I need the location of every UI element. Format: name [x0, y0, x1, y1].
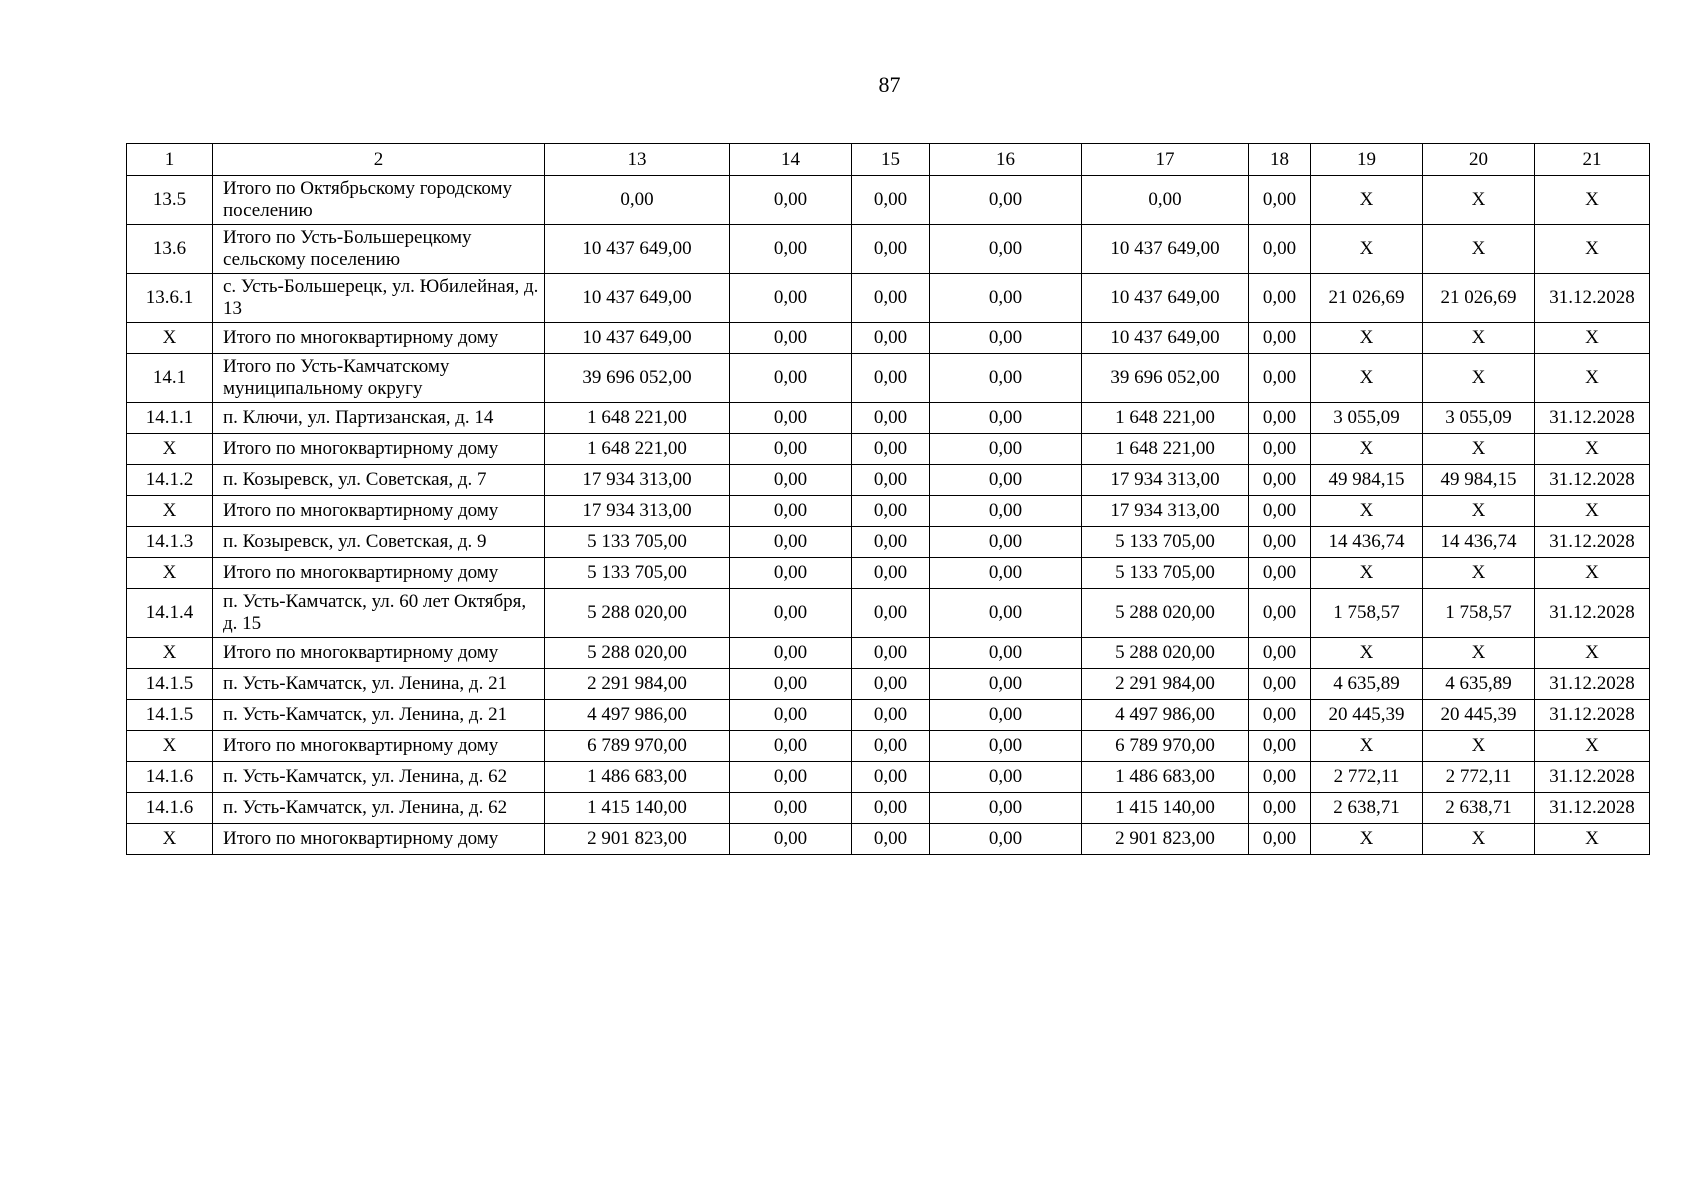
col18-cell: 0,00 [1249, 527, 1311, 558]
col13-cell: 1 648 221,00 [545, 403, 730, 434]
col13-cell: 10 437 649,00 [545, 274, 730, 323]
col14-cell: 0,00 [730, 354, 852, 403]
col17-cell: 10 437 649,00 [1082, 225, 1249, 274]
table-row [127, 558, 1650, 589]
address-cell: Итого по многоквартирному дому [213, 824, 545, 855]
address-cell: Итого по многоквартирному дому [213, 434, 545, 465]
col20-cell: X [1423, 434, 1535, 465]
col18-cell: 0,00 [1249, 558, 1311, 589]
col17-cell: 5 133 705,00 [1082, 527, 1249, 558]
column-header: 19 [1311, 144, 1423, 176]
address-cell: п. Усть-Камчатск, ул. Ленина, д. 21 [213, 700, 545, 731]
row-number-cell: 14.1.6 [127, 793, 213, 824]
col20-cell: 2 638,71 [1423, 793, 1535, 824]
col13-cell: 0,00 [545, 176, 730, 225]
col15-cell: 0,00 [852, 669, 930, 700]
row-number-cell: X [127, 434, 213, 465]
col20-cell: X [1423, 225, 1535, 274]
col15-cell: 0,00 [852, 434, 930, 465]
col15-cell: 0,00 [852, 824, 930, 855]
col20-cell: 3 055,09 [1423, 403, 1535, 434]
col20-cell: 20 445,39 [1423, 700, 1535, 731]
col19-cell: X [1311, 434, 1423, 465]
row-number-cell: 14.1.1 [127, 403, 213, 434]
col18-cell: 0,00 [1249, 274, 1311, 323]
col16-cell: 0,00 [930, 434, 1082, 465]
col17-cell: 6 789 970,00 [1082, 731, 1249, 762]
col17-cell: 2 291 984,00 [1082, 669, 1249, 700]
col14-cell: 0,00 [730, 589, 852, 638]
table-row [127, 434, 1650, 465]
col16-cell: 0,00 [930, 589, 1082, 638]
col16-cell: 0,00 [930, 176, 1082, 225]
page-number: 87 [878, 72, 901, 97]
row-number-cell: X [127, 638, 213, 669]
address-cell: п. Ключи, ул. Партизанская, д. 14 [213, 403, 545, 434]
column-header: 17 [1082, 144, 1249, 176]
col21-cell: 31.12.2028 [1535, 589, 1650, 638]
table-row [127, 323, 1650, 354]
address-cell: Итого по многоквартирному дому [213, 558, 545, 589]
row-number-cell: X [127, 558, 213, 589]
table-row [127, 793, 1650, 824]
address-cell: п. Усть-Камчатск, ул. Ленина, д. 21 [213, 669, 545, 700]
col14-cell: 0,00 [730, 403, 852, 434]
col19-cell: 2 638,71 [1311, 793, 1423, 824]
col20-cell: X [1423, 496, 1535, 527]
col16-cell: 0,00 [930, 558, 1082, 589]
row-number-cell: X [127, 824, 213, 855]
column-header: 20 [1423, 144, 1535, 176]
col18-cell: 0,00 [1249, 354, 1311, 403]
col13-cell: 5 133 705,00 [545, 527, 730, 558]
column-header: 1 [127, 144, 213, 176]
col13-cell: 1 415 140,00 [545, 793, 730, 824]
column-header: 14 [730, 144, 852, 176]
address-cell: с. Усть-Большерецк, ул. Юбилейная, д. 13 [213, 274, 545, 323]
row-number-cell: 14.1.5 [127, 700, 213, 731]
row-number-cell: 14.1.5 [127, 669, 213, 700]
col21-cell: 31.12.2028 [1535, 700, 1650, 731]
table-row [127, 527, 1650, 558]
address-cell: Итого по Октябрьскому городскому поселению [213, 176, 545, 225]
col19-cell: 1 758,57 [1311, 589, 1423, 638]
col21-cell: 31.12.2028 [1535, 527, 1650, 558]
column-header: 2 [213, 144, 545, 176]
table-row [127, 496, 1650, 527]
col13-cell: 2 291 984,00 [545, 669, 730, 700]
col13-cell: 1 648 221,00 [545, 434, 730, 465]
col15-cell: 0,00 [852, 558, 930, 589]
table-header-row [127, 144, 1650, 176]
col20-cell: X [1423, 323, 1535, 354]
col17-cell: 1 415 140,00 [1082, 793, 1249, 824]
col17-cell: 2 901 823,00 [1082, 824, 1249, 855]
column-header: 16 [930, 144, 1082, 176]
col19-cell: 49 984,15 [1311, 465, 1423, 496]
col14-cell: 0,00 [730, 793, 852, 824]
col19-cell: X [1311, 824, 1423, 855]
col14-cell: 0,00 [730, 176, 852, 225]
address-cell: п. Козыревск, ул. Советская, д. 7 [213, 465, 545, 496]
col13-cell: 5 288 020,00 [545, 638, 730, 669]
col15-cell: 0,00 [852, 496, 930, 527]
col20-cell: 14 436,74 [1423, 527, 1535, 558]
col20-cell: 1 758,57 [1423, 589, 1535, 638]
col17-cell: 5 288 020,00 [1082, 638, 1249, 669]
address-cell: Итого по Усть-Камчатскому муниципальному округу [213, 354, 545, 403]
col14-cell: 0,00 [730, 527, 852, 558]
col20-cell: X [1423, 558, 1535, 589]
col21-cell: X [1535, 558, 1650, 589]
col19-cell: 3 055,09 [1311, 403, 1423, 434]
col20-cell: 49 984,15 [1423, 465, 1535, 496]
table-row [127, 638, 1650, 669]
col16-cell: 0,00 [930, 762, 1082, 793]
table-row [127, 354, 1650, 403]
col17-cell: 0,00 [1082, 176, 1249, 225]
row-number-cell: 14.1.6 [127, 762, 213, 793]
col14-cell: 0,00 [730, 465, 852, 496]
col19-cell: X [1311, 731, 1423, 762]
col19-cell: X [1311, 638, 1423, 669]
table-row [127, 669, 1650, 700]
col14-cell: 0,00 [730, 638, 852, 669]
col13-cell: 10 437 649,00 [545, 323, 730, 354]
column-header: 15 [852, 144, 930, 176]
col17-cell: 10 437 649,00 [1082, 274, 1249, 323]
col19-cell: X [1311, 176, 1423, 225]
col17-cell: 5 133 705,00 [1082, 558, 1249, 589]
col16-cell: 0,00 [930, 527, 1082, 558]
col17-cell: 39 696 052,00 [1082, 354, 1249, 403]
col19-cell: 14 436,74 [1311, 527, 1423, 558]
address-cell: Итого по многоквартирному дому [213, 638, 545, 669]
address-cell: Итого по многоквартирному дому [213, 323, 545, 354]
col18-cell: 0,00 [1249, 434, 1311, 465]
col18-cell: 0,00 [1249, 225, 1311, 274]
col18-cell: 0,00 [1249, 496, 1311, 527]
col18-cell: 0,00 [1249, 176, 1311, 225]
col14-cell: 0,00 [730, 323, 852, 354]
col13-cell: 10 437 649,00 [545, 225, 730, 274]
address-cell: п. Усть-Камчатск, ул. Ленина, д. 62 [213, 762, 545, 793]
col17-cell: 1 648 221,00 [1082, 403, 1249, 434]
col17-cell: 17 934 313,00 [1082, 465, 1249, 496]
col19-cell: X [1311, 323, 1423, 354]
col20-cell: X [1423, 638, 1535, 669]
col13-cell: 5 133 705,00 [545, 558, 730, 589]
col15-cell: 0,00 [852, 323, 930, 354]
col20-cell: X [1423, 824, 1535, 855]
col17-cell: 17 934 313,00 [1082, 496, 1249, 527]
col18-cell: 0,00 [1249, 589, 1311, 638]
address-cell: п. Усть-Камчатск, ул. 60 лет Октября, д. 15 [213, 589, 545, 638]
col14-cell: 0,00 [730, 496, 852, 527]
col20-cell: 2 772,11 [1423, 762, 1535, 793]
table-row [127, 762, 1650, 793]
address-cell: Итого по Усть-Большерецкому сельскому поселению [213, 225, 545, 274]
column-header: 13 [545, 144, 730, 176]
col16-cell: 0,00 [930, 225, 1082, 274]
col15-cell: 0,00 [852, 638, 930, 669]
col16-cell: 0,00 [930, 496, 1082, 527]
col14-cell: 0,00 [730, 434, 852, 465]
row-number-cell: 13.5 [127, 176, 213, 225]
col13-cell: 6 789 970,00 [545, 731, 730, 762]
col18-cell: 0,00 [1249, 323, 1311, 354]
row-number-cell: 13.6.1 [127, 274, 213, 323]
col15-cell: 0,00 [852, 589, 930, 638]
column-header: 21 [1535, 144, 1650, 176]
col21-cell: X [1535, 225, 1650, 274]
table-row [127, 700, 1650, 731]
col18-cell: 0,00 [1249, 824, 1311, 855]
col13-cell: 17 934 313,00 [545, 465, 730, 496]
col16-cell: 0,00 [930, 274, 1082, 323]
col15-cell: 0,00 [852, 403, 930, 434]
col16-cell: 0,00 [930, 731, 1082, 762]
col13-cell: 2 901 823,00 [545, 824, 730, 855]
col20-cell: 21 026,69 [1423, 274, 1535, 323]
col15-cell: 0,00 [852, 762, 930, 793]
col13-cell: 4 497 986,00 [545, 700, 730, 731]
col13-cell: 39 696 052,00 [545, 354, 730, 403]
col16-cell: 0,00 [930, 403, 1082, 434]
col16-cell: 0,00 [930, 793, 1082, 824]
col19-cell: 4 635,89 [1311, 669, 1423, 700]
col19-cell: 20 445,39 [1311, 700, 1423, 731]
col14-cell: 0,00 [730, 731, 852, 762]
col15-cell: 0,00 [852, 225, 930, 274]
table-row [127, 225, 1650, 274]
address-cell: п. Козыревск, ул. Советская, д. 9 [213, 527, 545, 558]
column-header: 18 [1249, 144, 1311, 176]
col16-cell: 0,00 [930, 323, 1082, 354]
address-cell: Итого по многоквартирному дому [213, 731, 545, 762]
table-body [127, 144, 1650, 855]
col21-cell: 31.12.2028 [1535, 669, 1650, 700]
col21-cell: X [1535, 824, 1650, 855]
table-row [127, 589, 1650, 638]
col19-cell: X [1311, 354, 1423, 403]
col18-cell: 0,00 [1249, 403, 1311, 434]
col19-cell: 2 772,11 [1311, 762, 1423, 793]
data-table [126, 143, 1650, 855]
table-row [127, 824, 1650, 855]
row-number-cell: X [127, 731, 213, 762]
col21-cell: X [1535, 323, 1650, 354]
table-row [127, 403, 1650, 434]
col20-cell: X [1423, 354, 1535, 403]
col14-cell: 0,00 [730, 669, 852, 700]
table-row [127, 731, 1650, 762]
table-row [127, 274, 1650, 323]
col21-cell: X [1535, 176, 1650, 225]
col21-cell: X [1535, 434, 1650, 465]
row-number-cell: X [127, 323, 213, 354]
col19-cell: X [1311, 496, 1423, 527]
table-row [127, 176, 1650, 225]
col15-cell: 0,00 [852, 793, 930, 824]
col14-cell: 0,00 [730, 558, 852, 589]
address-cell: п. Усть-Камчатск, ул. Ленина, д. 62 [213, 793, 545, 824]
col16-cell: 0,00 [930, 669, 1082, 700]
col20-cell: 4 635,89 [1423, 669, 1535, 700]
col21-cell: X [1535, 354, 1650, 403]
col18-cell: 0,00 [1249, 669, 1311, 700]
col18-cell: 0,00 [1249, 700, 1311, 731]
col19-cell: 21 026,69 [1311, 274, 1423, 323]
row-number-cell: 14.1 [127, 354, 213, 403]
col14-cell: 0,00 [730, 225, 852, 274]
col20-cell: X [1423, 731, 1535, 762]
address-cell: Итого по многоквартирному дому [213, 496, 545, 527]
col21-cell: 31.12.2028 [1535, 762, 1650, 793]
col17-cell: 1 648 221,00 [1082, 434, 1249, 465]
col16-cell: 0,00 [930, 354, 1082, 403]
col17-cell: 5 288 020,00 [1082, 589, 1249, 638]
col15-cell: 0,00 [852, 700, 930, 731]
col20-cell: X [1423, 176, 1535, 225]
row-number-cell: 14.1.4 [127, 589, 213, 638]
col17-cell: 4 497 986,00 [1082, 700, 1249, 731]
col19-cell: X [1311, 558, 1423, 589]
col18-cell: 0,00 [1249, 762, 1311, 793]
col21-cell: 31.12.2028 [1535, 274, 1650, 323]
col19-cell: X [1311, 225, 1423, 274]
col18-cell: 0,00 [1249, 465, 1311, 496]
col15-cell: 0,00 [852, 176, 930, 225]
col14-cell: 0,00 [730, 762, 852, 793]
col15-cell: 0,00 [852, 274, 930, 323]
col15-cell: 0,00 [852, 731, 930, 762]
col16-cell: 0,00 [930, 465, 1082, 496]
row-number-cell: X [127, 496, 213, 527]
col18-cell: 0,00 [1249, 638, 1311, 669]
col21-cell: X [1535, 731, 1650, 762]
col21-cell: 31.12.2028 [1535, 465, 1650, 496]
row-number-cell: 14.1.2 [127, 465, 213, 496]
col13-cell: 5 288 020,00 [545, 589, 730, 638]
col14-cell: 0,00 [730, 700, 852, 731]
col18-cell: 0,00 [1249, 731, 1311, 762]
col15-cell: 0,00 [852, 354, 930, 403]
col16-cell: 0,00 [930, 824, 1082, 855]
col14-cell: 0,00 [730, 274, 852, 323]
col16-cell: 0,00 [930, 700, 1082, 731]
col16-cell: 0,00 [930, 638, 1082, 669]
row-number-cell: 14.1.3 [127, 527, 213, 558]
col21-cell: 31.12.2028 [1535, 793, 1650, 824]
table-row [127, 465, 1650, 496]
col17-cell: 10 437 649,00 [1082, 323, 1249, 354]
col15-cell: 0,00 [852, 465, 930, 496]
col21-cell: 31.12.2028 [1535, 403, 1650, 434]
col21-cell: X [1535, 638, 1650, 669]
col17-cell: 1 486 683,00 [1082, 762, 1249, 793]
col21-cell: X [1535, 496, 1650, 527]
col13-cell: 17 934 313,00 [545, 496, 730, 527]
col14-cell: 0,00 [730, 824, 852, 855]
row-number-cell: 13.6 [127, 225, 213, 274]
col18-cell: 0,00 [1249, 793, 1311, 824]
col13-cell: 1 486 683,00 [545, 762, 730, 793]
col15-cell: 0,00 [852, 527, 930, 558]
